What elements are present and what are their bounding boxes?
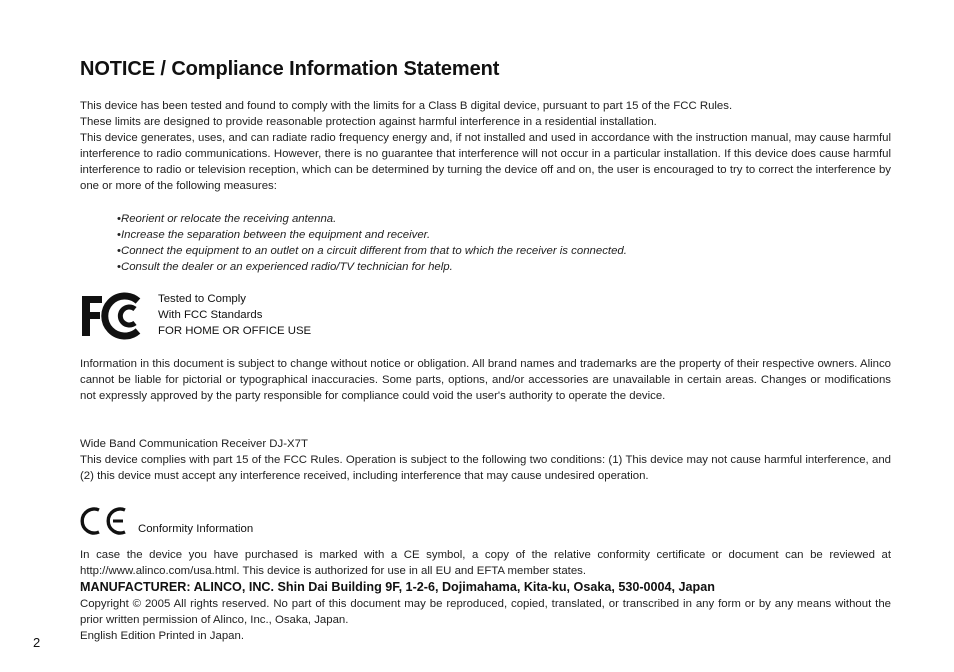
ce-paragraph: In case the device you have purchased is marked with a CE symbol, a copy of the relative conformity certificate or document can be reviewed at http://www.alinco.com/usa.html. This device is authorized for use in all EU and EFTA member states. xyxy=(80,549,891,577)
page-number: 2 xyxy=(33,635,41,650)
fcc-label-line: FOR HOME OR OFFICE USE xyxy=(158,325,312,337)
list-item: • Consult the dealer or an experienced radio/TV technician for help. xyxy=(117,259,627,275)
copyright-paragraph: Copyright © 2005 All rights reserved. No part of this document may be reproduced, copied, translated, or transcribed in any form or by any means without the prior written permission of Alinco, Inc., Osaka, Japan. xyxy=(80,598,891,626)
model-line: Wide Band Communication Receiver DJ-X7T xyxy=(80,438,308,450)
part15-paragraph: This device complies with part 15 of the FCC Rules. Operation is subject to the following two conditions: (1) This device may not cause harmful interference, and (2) this device must accept any interference received, including interference that may cause undesired operation. xyxy=(80,454,891,482)
fcc-interference-paragraph: This device generates, uses, and can radiate radio frequency energy and, if not installed and used in accordance with the instruction manual, may cause harmful interference to radio communications. However, there is no guarantee that interference will not occur in a particular installation. If this device does cause harmful interference to radio or television reception, which can be determined by turning the device off and on, the user is encouraged to try to correct the interference by one or more of the following measures: xyxy=(80,132,891,192)
page-title: NOTICE / Compliance Information Statement xyxy=(80,58,500,80)
edition-line: English Edition Printed in Japan. xyxy=(80,630,245,642)
conformity-information-label: Conformity Information xyxy=(138,523,254,535)
fcc-class-b-line: This device has been tested and found to comply with the limits for a Class B digital device, pursuant to part 15 of the FCC Rules. xyxy=(80,100,733,112)
manufacturer-line: MANUFACTURER: ALINCO, INC. Shin Dai Building 9F, 1-2-6, Dojimahama, Kita-ku, Osaka, 530-0004, Japan xyxy=(80,580,715,594)
measures-list xyxy=(117,211,627,275)
fcc-label-line: Tested to Comply xyxy=(158,293,246,305)
fcc-logo-icon xyxy=(80,292,146,340)
list-item: • Increase the separation between the equipment and receiver. xyxy=(117,227,627,243)
list-item: • Reorient or relocate the receiving antenna. xyxy=(117,211,627,227)
fcc-compliance-label xyxy=(158,291,311,339)
fcc-limits-line: These limits are designed to provide reasonable protection against harmful interference in a residential installation. xyxy=(80,116,657,128)
list-item: • Connect the equipment to an outlet on a circuit different from that to which the receiver is connected. xyxy=(117,243,627,259)
information-paragraph: Information in this document is subject to change without notice or obligation. All brand names and trademarks are the property of their respective owners. Alinco cannot be liable for pictorial or typographical inaccuracies. Some parts, options, and/or accessories are unavailable in certain areas. Changes or modifications not expressly approved by the party responsible for compliance could void the user's authority to operate the device. xyxy=(80,358,891,402)
ce-mark-icon xyxy=(80,505,128,537)
fcc-label-line: With FCC Standards xyxy=(158,309,263,321)
